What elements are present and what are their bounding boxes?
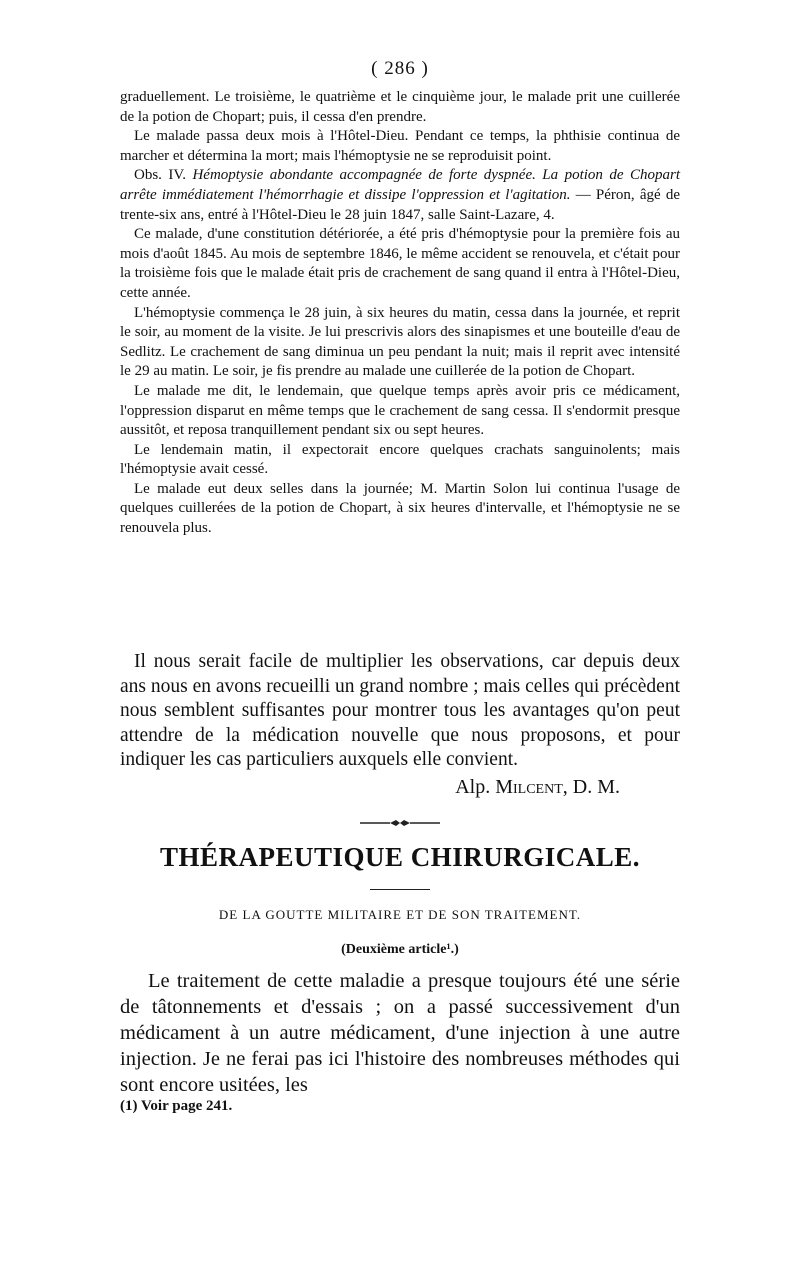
section-body [120, 968, 680, 1098]
ornament-icon [360, 818, 440, 828]
signature-suffix: , D. M. [562, 775, 620, 798]
observation-details: — Péron, âgé de trente-six ans, entré à l'Hôtel-Dieu le 28 juin 1847, salle Saint-Lazare, 4. [120, 186, 681, 223]
observation-text [120, 88, 680, 539]
paragraph: Le malade eut deux selles dans la journée; M. Martin Solon lui continua l'usage de quelques cuillerées de la potion de Chopart, à six heures d'intervalle, et l'hémoptysie ne se renouvela plus. [120, 480, 680, 537]
paragraph: graduellement. Le troisième, le quatrième et le cinquième jour, le malade prit une cuillerée de la potion de Chopart; puis, il cessa d'en prendre. [120, 89, 680, 125]
paragraph: Le malade me dit, le lendemain, que quelque temps après avoir pris ce médicament, l'oppression disparut en même temps que le crachement de sang cessa. Il s'endormit presque aussitôt, et reposa tranquillement pendant six ou sept heures. [120, 382, 680, 439]
paragraph: Ce malade, d'une constitution détériorée, a été pris d'hémoptysie pour la première fois au mois d'août 1845. Au mois de septembre 1846, le même accident se renouvela, et c'était pour la troisième fois que le malade était pris de crachement de sang quand il entra à l'Hôtel-Dieu, cette année. [120, 226, 680, 301]
signature [120, 775, 680, 800]
conclusion-paragraph: Il nous serait facile de multiplier les observations, car depuis deux ans nous en avons recueilli un grand nombre ; mais celles qui précèdent nous semblent suffisantes pour montrer tous les avantages qu'on peut attendre de la médication nouvelle que nous proposons, et pour indiquer les cas particuliers auxquels elle convient. [120, 651, 680, 770]
observation-title: Hémoptysie abondante accompagnée de forte dyspnée. La potion de Chopart arrête immédiatement l'hémorrhagie et dissipe l'oppression et l'agitation. [120, 167, 680, 203]
paragraph: Le traitement de cette maladie a presque toujours été une série de tâtonnements et d'essais ; on a passé successivement d'un médicament à un autre médicament, d'une injection à une autre injection. Je ne ferai pas ici l'histoire des nombreuses méthodes qui sont encore usitées, les [120, 970, 680, 1096]
article-note: (Deuxième article¹.) [341, 942, 459, 957]
conclusion-block [120, 650, 680, 799]
observation-label: Obs. IV. [134, 167, 187, 184]
page-number: ( 286 ) [371, 58, 429, 79]
ornament-divider [120, 815, 680, 833]
footnote: (1) Voir page 241. [120, 1098, 233, 1114]
section-subheading: DE LA GOUTTE MILITAIRE ET DE SON TRAITEMENT. [218, 907, 582, 922]
paragraph: Le malade passa deux mois à l'Hôtel-Dieu. Pendant ce temps, la phthisie continua de marcher et détermina la mort; mais l'hémoptysie ne se reproduisit point. [120, 128, 680, 164]
paragraph: Le lendemain matin, il expectorait encore quelques crachats sanguinolents; mais l'hémoptysie avait cessé. [120, 441, 680, 478]
observation-paragraph [120, 166, 680, 225]
signature-prefix: Alp. [455, 775, 491, 798]
heading-rule [370, 889, 430, 890]
paragraph: L'hémoptysie commença le 28 juin, à six heures du matin, cessa dans la journée, et reprit le soir, au moment de la visite. Je lui prescrivis alors des sinapismes et une bouteille d'eau de Sedlitz. Le crachement de sang diminua un peu pendant la nuit; mais il reprit avec intensité le 29 au matin. Le soir, je fis prendre au malade une cuillerée de la potion de Chopart. [120, 304, 680, 380]
signature-name: Milcent [495, 775, 563, 798]
section-heading: THÉRAPEUTIQUE CHIRURGICALE. [159, 842, 641, 872]
